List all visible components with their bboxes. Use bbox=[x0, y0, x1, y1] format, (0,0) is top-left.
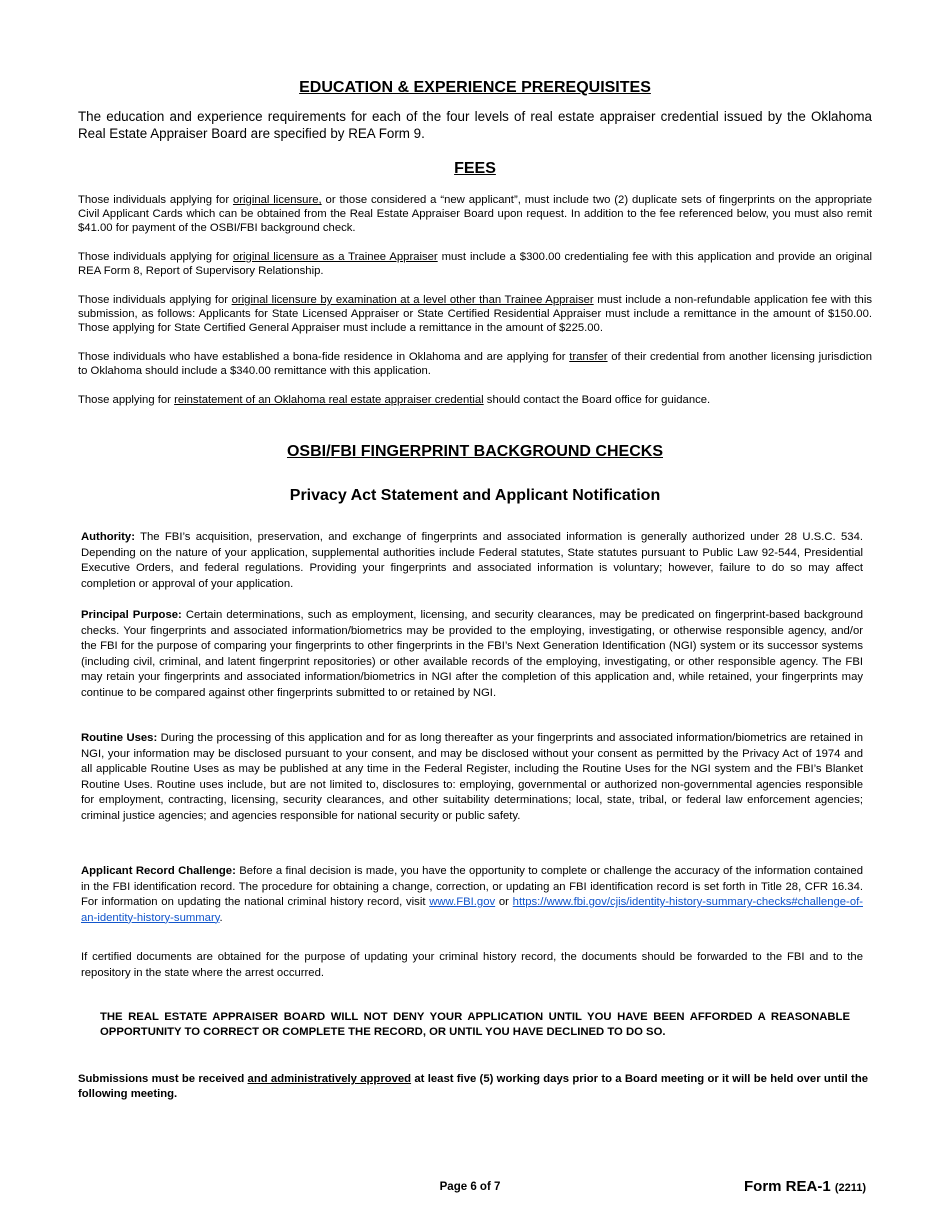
heading-privacy-act: Privacy Act Statement and Applicant Notification bbox=[289, 487, 661, 504]
page-number: Page 6 of 7 bbox=[439, 1181, 501, 1193]
certified-documents-paragraph: If certified documents are obtained for the purpose of updating your criminal history record, the documents should be forwarded to the FBI and to the repository in the state where the arrest occurred. bbox=[81, 951, 863, 979]
heading-osbi-fbi: OSBI/FBI FINGERPRINT BACKGROUND CHECKS bbox=[286, 443, 663, 460]
fees-paragraph-transfer: Those individuals who have established a bona-fide residence in Oklahoma and are applying for transfer of their credential from another licensing jurisdiction to Oklahoma should include a $340.00 remittance with this application. bbox=[78, 351, 872, 378]
education-paragraph: The education and experience requirements for each of the four levels of real estate appraiser credential issued by the Oklahoma Real Estate Appraiser Board are specified by REA Form 9. bbox=[78, 109, 872, 141]
privacy-routine-uses-paragraph: Routine Uses: During the processing of this application and for as long thereafter as your fingerprints and associated information/biometrics are retained in NGI, your information may be disclosed pursuant to your consent, and may be disclosed without your consent as permitted by the Privacy Act of 1974 and all applicable Routine Uses as may be published at any time in the Federal Register, including the Routine Uses for the NGI system and the FBI’s Blanket Routine Uses. Routine uses include, but are not limited to, disclosures to: employing, governmental or authorized non-governmental agencies responsible for employment, contracting, licensing, security clearances, and other suitability determinations; local, state, tribal, or federal law enforcement agencies; criminal justice agencies; and agencies responsible for national security or public safety. bbox=[81, 732, 863, 822]
heading-fees: FEES bbox=[454, 160, 496, 177]
privacy-authority-paragraph: Authority: The FBI’s acquisition, preservation, and exchange of fingerprints and associated information is generally authorized under 28 U.S.C. 534. Depending on the nature of your application, supplemental authorities include Federal statutes, State statutes pursuant to Public Law 92-544, Presidential Executive Orders, and federal regulations. Providing your fingerprints and associated information is voluntary; however, failure to do so may affect completion or approval of your application. bbox=[81, 531, 863, 590]
fees-paragraph-examination: Those individuals applying for original licensure by examination at a level other than Trainee Appraiser must include a non-refundable application fee with this submission, as follows: Applicants for State Licensed Appraiser or State Certified Residential Appraiser must include a remittance in the amount of $150.00. Those applying for State Certified General Appraiser must include a remittance in the amount of $225.00. bbox=[78, 294, 872, 335]
form-code: (2211) bbox=[834, 1182, 867, 1194]
privacy-record-challenge-paragraph: Applicant Record Challenge: Before a final decision is made, you have the opportunity to complete or challenge the accuracy of the information contained in the FBI identification record. The procedure for obtaining a change, correction, or updating an FBI identification record is set forth in Title 28, CFR 16.34. For information on updating the national criminal history record, visit www.FBI.gov or https://www.fbi.gov/cjis/identity-history-summary-checks#challenge-of-an-identity-history-summary. bbox=[81, 865, 863, 924]
identity-history-link[interactable]: https://www.fbi.gov/cjis/identity-history-summary-checks#challenge-of-an-identity-history-summary bbox=[81, 896, 863, 924]
fees-paragraph-original-licensure: Those individuals applying for original licensure, or those considered a “new applicant”, must include two (2) duplicate sets of fingerprints on the appropriate Civil Applicant Cards which can be obtained from the Real Estate Appraiser Board upon request. In addition to the fee referenced below, you must also remit $41.00 for payment of the OSBI/FBI background check. bbox=[78, 194, 872, 235]
submission-notice: Submissions must be received and administratively approved at least five (5) working days prior to a Board meeting or it will be held over until the following meeting. bbox=[78, 1073, 868, 1100]
fees-paragraph-reinstatement: Those applying for reinstatement of an Oklahoma real estate appraiser credential should contact the Board office for guidance. bbox=[78, 394, 711, 406]
fbi-gov-link[interactable]: www.FBI.gov bbox=[429, 896, 496, 908]
form-name: Form REA-1 bbox=[744, 1178, 831, 1195]
privacy-purpose-paragraph: Principal Purpose: Certain determinations, such as employment, licensing, and security clearances, may be predicated on fingerprint-based background checks. Your fingerprints and associated information/biometrics may be provided to the employing, investigating, or otherwise responsible agency, and/or the FBI for the purpose of comparing your fingerprints to other fingerprints in the FBI’s Next Generation Identification (NGI) system or its successor systems (including civil, criminal, and latent fingerprint repositories) or other available records of the employing, investigating, or other responsible agency. The FBI may retain your fingerprints and associated information/biometrics in NGI after the completion of this application and, while retained, your fingerprints may continue to be compared against other fingerprints submitted to or retained by NGI. bbox=[81, 609, 863, 699]
fees-paragraph-trainee: Those individuals applying for original licensure as a Trainee Appraiser must include a $300.00 credentialing fee with this application and provide an original REA Form 8, Report of Supervisory Relationship. bbox=[78, 251, 872, 278]
board-warning-notice: THE REAL ESTATE APPRAISER BOARD WILL NOT DENY YOUR APPLICATION UNTIL YOU HAVE BEEN AFFORDED A REASONABLE OPPORTUNITY TO CORRECT OR COMPLETE THE RECORD, OR UNTIL YOU HAVE DECLINED TO DO SO. bbox=[100, 1011, 850, 1038]
heading-education-prerequisites: EDUCATION & EXPERIENCE PREREQUISITES bbox=[299, 79, 651, 96]
form-identifier bbox=[744, 1178, 866, 1195]
